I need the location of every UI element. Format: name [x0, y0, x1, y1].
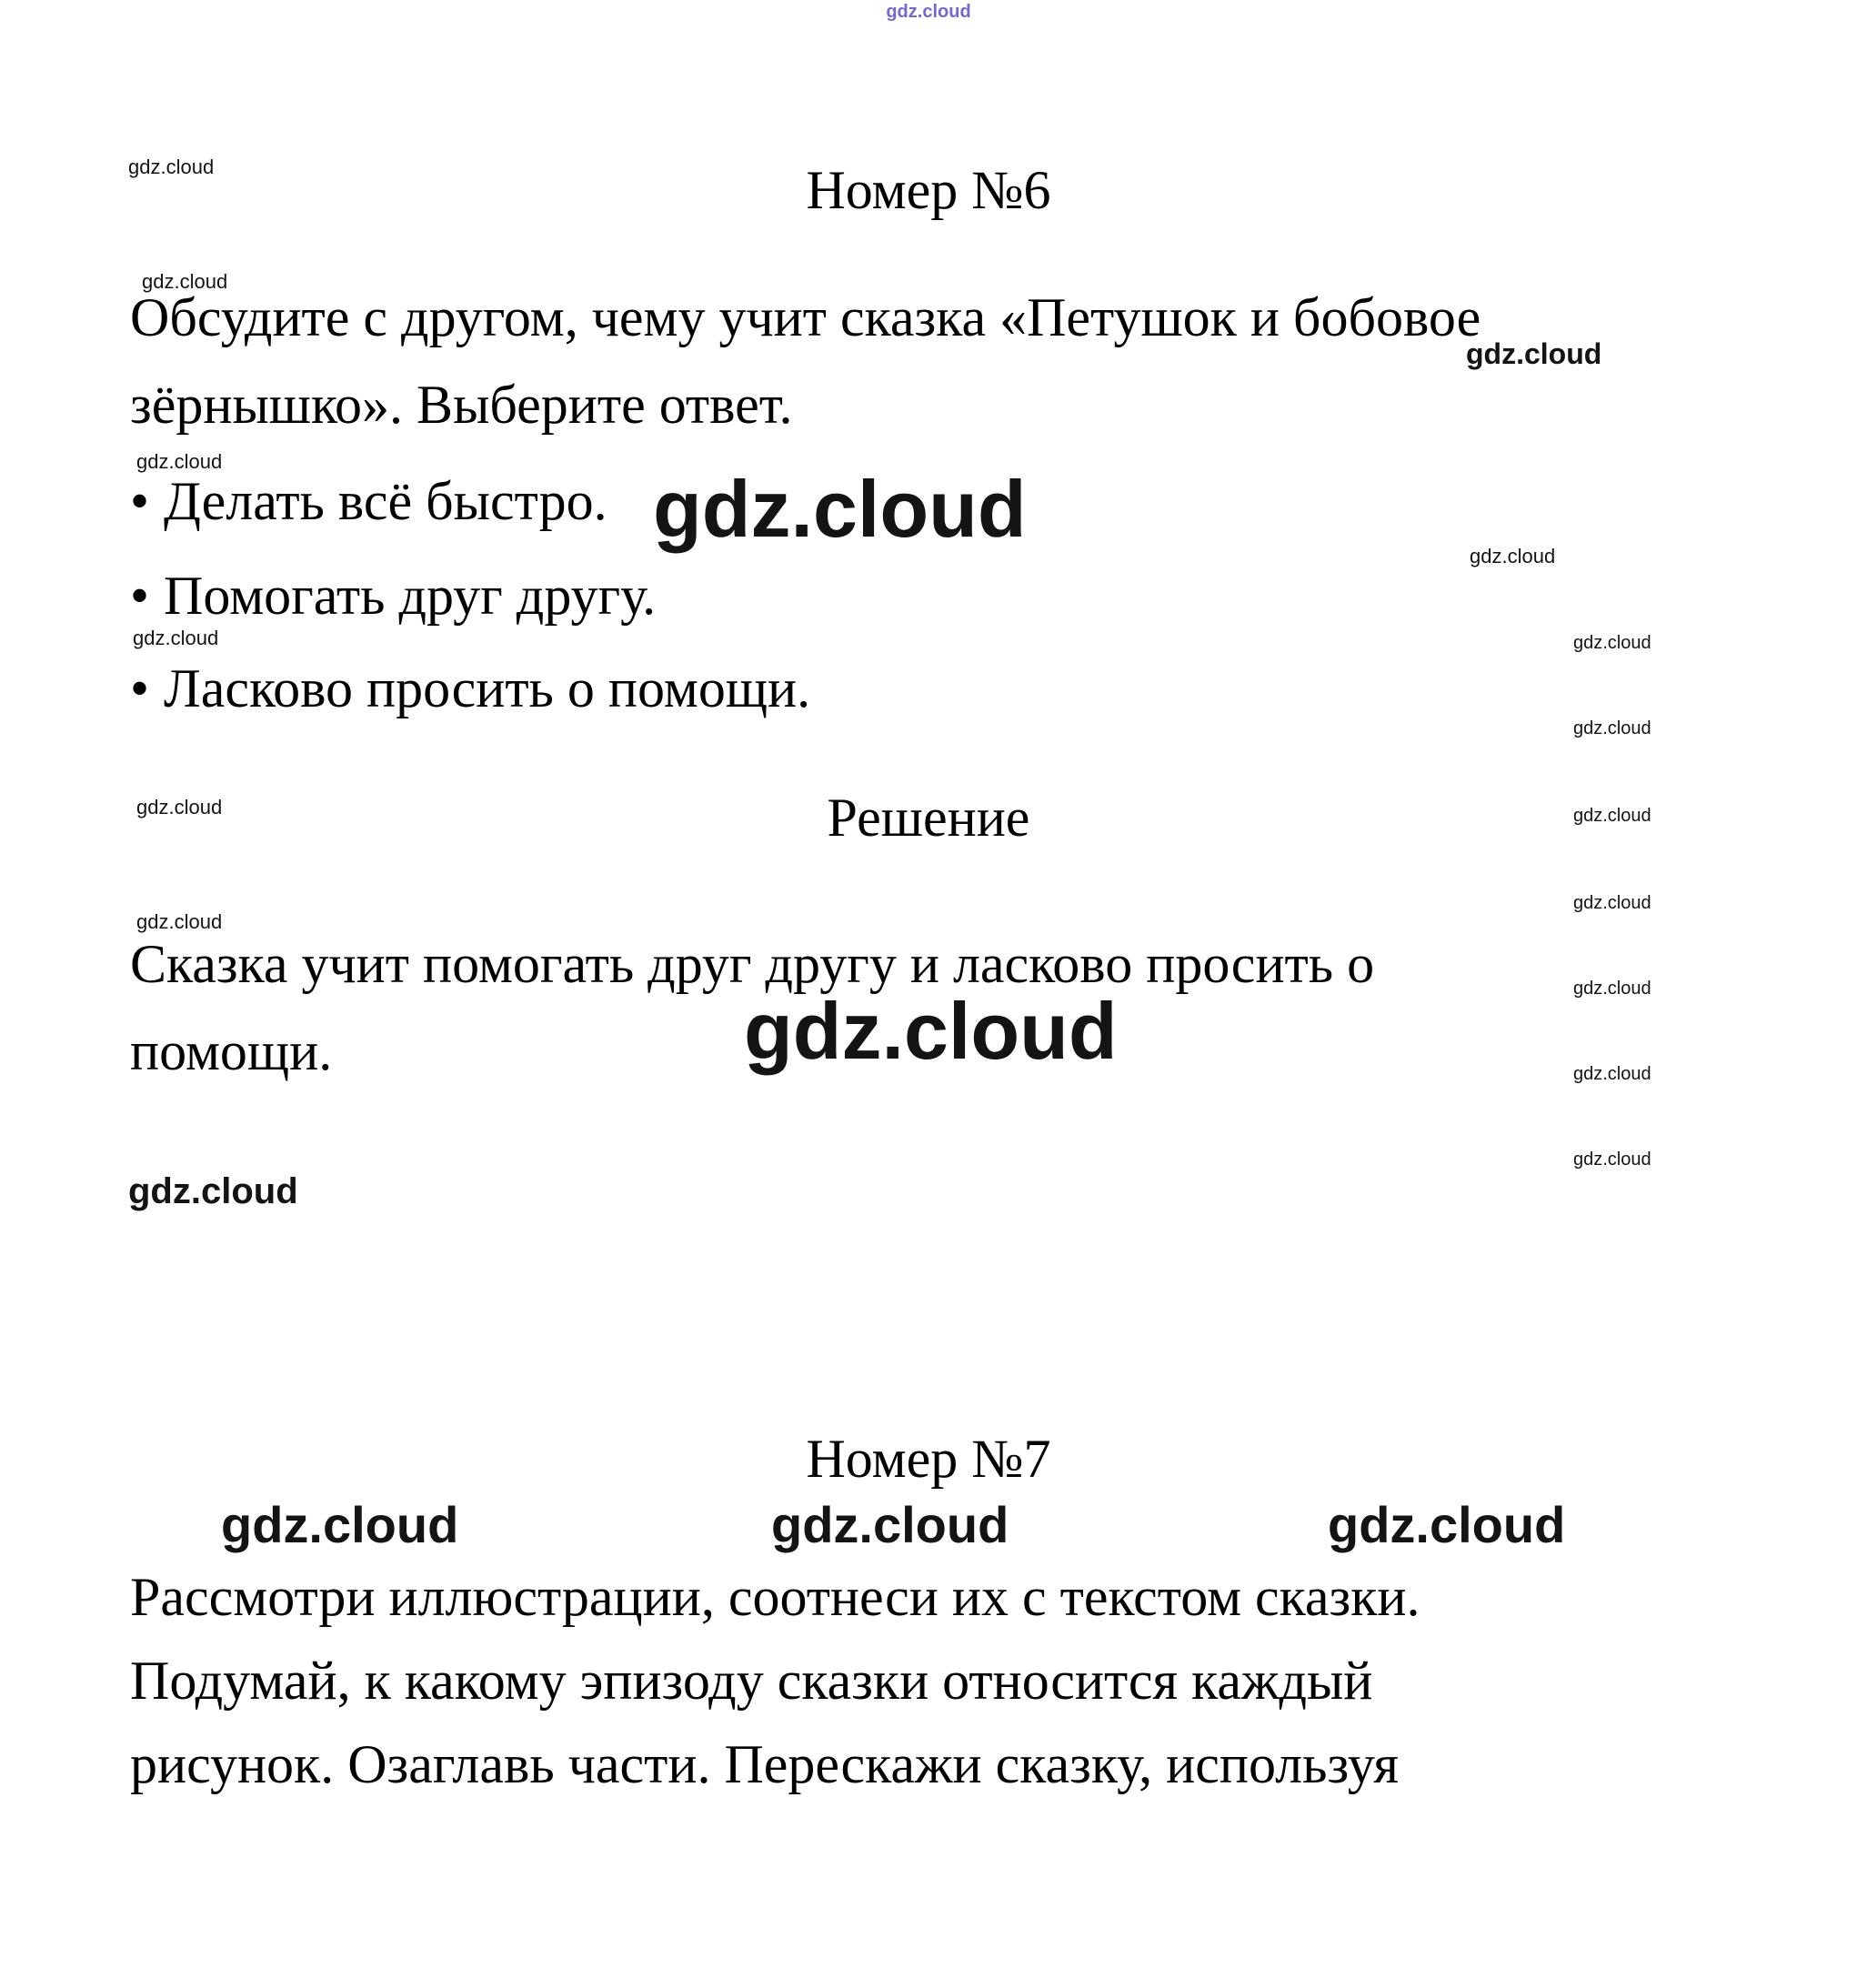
watermark-gdz-cloud: gdz.cloud [744, 986, 1118, 1076]
watermark-gdz-cloud: gdz.cloud [136, 910, 223, 933]
watermark-gdz-cloud: gdz.cloud [1573, 633, 1651, 653]
watermark-gdz-cloud: gdz.cloud [128, 156, 215, 178]
answer-option-label: Делать всё быстро. [164, 471, 607, 531]
watermark-gdz-cloud: gdz.cloud [653, 464, 1027, 554]
bullet-icon: • [130, 471, 150, 531]
watermark-gdz-cloud: gdz.cloud [1573, 718, 1651, 738]
watermark-gdz-cloud: gdz.cloud [1573, 806, 1651, 826]
watermark-gdz-cloud: gdz.cloud [128, 1171, 298, 1211]
problem-7-question [130, 1555, 1420, 1806]
answer-option-label: Ласково просить о помощи. [164, 658, 811, 718]
watermark-gdz-cloud: gdz.cloud [133, 627, 219, 649]
question-line: Обсудите с другом, чему учит сказка «Петушок и бобовое [130, 287, 1481, 347]
watermark-gdz-cloud: gdz.cloud [1470, 545, 1556, 567]
question-line: Подумай, к какому эпизоду сказки относится каждый [130, 1651, 1373, 1711]
watermark-gdz-cloud: gdz.cloud [771, 1496, 1009, 1553]
bullet-icon: • [130, 658, 150, 718]
watermark-gdz-cloud: gdz.cloud [1573, 1064, 1651, 1084]
answer-option [130, 645, 810, 732]
watermark-gdz-cloud: gdz.cloud [1328, 1496, 1566, 1553]
solution-line: Сказка учит помогать друг другу и ласково просить о [130, 934, 1375, 994]
problem-6-question [130, 274, 1481, 448]
question-line: рисунок. Озаглавь части. Перескажи сказку, используя [130, 1734, 1400, 1794]
problem-6-title: Номер №6 [806, 160, 1051, 220]
watermark-gdz-cloud: gdz.cloud [1573, 1150, 1651, 1170]
bullet-icon: • [130, 566, 150, 626]
question-line: зёрнышко». Выберите ответ. [130, 375, 793, 435]
watermark-gdz-cloud: gdz.cloud [1573, 893, 1651, 913]
watermark-gdz-cloud: gdz.cloud [1466, 337, 1602, 370]
question-line: Рассмотри иллюстрации, соотнеси их с текстом сказки. [130, 1567, 1420, 1627]
solution-heading: Решение [827, 788, 1030, 848]
answer-option-label: Помогать друг другу. [164, 566, 657, 626]
watermark-gdz-cloud: gdz.cloud [136, 796, 223, 818]
watermark-gdz-cloud: gdz.cloud [886, 2, 971, 22]
watermark-gdz-cloud: gdz.cloud [1573, 979, 1651, 999]
watermark-gdz-cloud: gdz.cloud [136, 450, 223, 473]
solution-line: помощи. [130, 1021, 333, 1081]
watermark-gdz-cloud: gdz.cloud [221, 1496, 459, 1553]
watermark-gdz-cloud: gdz.cloud [142, 270, 228, 293]
problem-7-title: Номер №7 [806, 1429, 1051, 1489]
answer-option [130, 457, 607, 545]
answer-option [130, 552, 656, 639]
solution-text [130, 920, 1374, 1095]
